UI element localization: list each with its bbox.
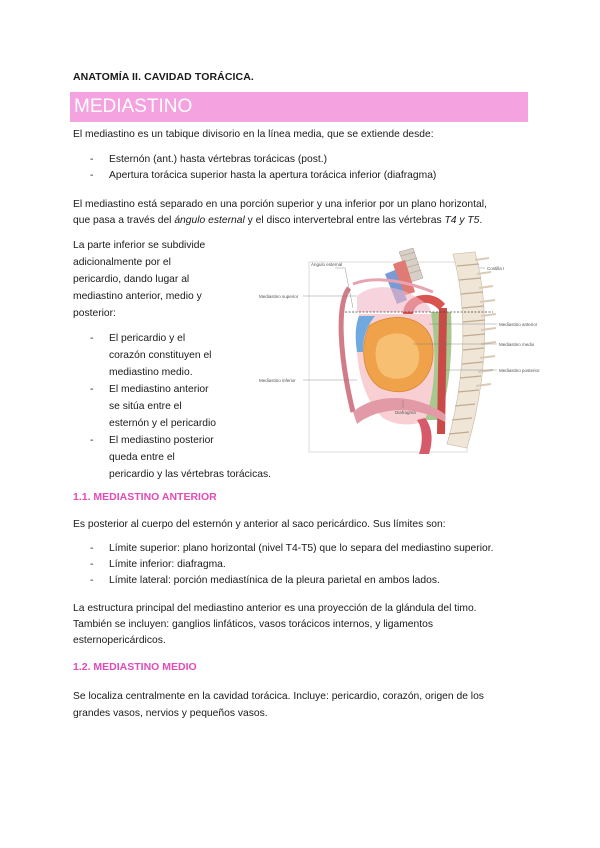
- banner-title: MEDIASTINO: [74, 96, 193, 117]
- text-line: esternón y el pericardio: [109, 418, 217, 429]
- sternum-wall: [341, 288, 353, 412]
- label-diaphragm: Diafragma: [395, 410, 416, 415]
- section-banner: [70, 92, 528, 122]
- text-line: queda entre el: [109, 452, 175, 463]
- text-run: y el disco intervertebral entre las vértebras: [244, 215, 445, 226]
- section1-intro: Es posterior al cuerpo del esternón y anterior al saco pericárdico. Sus límites son:: [73, 519, 446, 530]
- mediastinum-figure: [253, 244, 543, 456]
- text-line: grandes vasos, nervios y pequeños vasos.: [73, 708, 268, 719]
- label-posterior: Mediastino posterior: [499, 368, 540, 373]
- lower-paragraph: [73, 237, 248, 322]
- text-line: El mediastino anterior: [109, 384, 209, 395]
- section2-paragraph: [73, 688, 543, 722]
- separation-line-1: El mediastino está separado en una porción superior y una inferior por un plano horizontal,: [73, 199, 487, 210]
- text-line: mediastino medio.: [109, 367, 193, 378]
- text-line: También se incluyen: ganglios linfáticos, vasos torácicos internos, y ligamentos: [73, 619, 433, 630]
- heart-highlight: [376, 333, 420, 378]
- spine: [447, 252, 496, 448]
- vertebrae-term: T4 y T5: [444, 215, 480, 226]
- label-superior: Mediastino superior: [259, 294, 299, 299]
- text-line: La estructura principal del mediastino anterior es una proyección de la glándula del timo.: [73, 603, 477, 614]
- text-line: Se localiza centralmente en la cavidad torácica. Incluye: pericardio, corazón, origen de los: [73, 691, 484, 702]
- label-middle: Mediastino medio: [499, 342, 535, 347]
- text-line: corazón constituyen el: [109, 350, 212, 361]
- text-line: pericardio, dando lugar al: [73, 274, 190, 285]
- sternal-angle-term: ángulo esternal: [174, 215, 245, 226]
- label-sternal-angle: Ángulo esternal: [311, 262, 343, 267]
- text-line: pericardio y las vértebras torácicas.: [109, 469, 271, 480]
- list-item: - Límite lateral: porción mediastínica de la pleura parietal en ambos lados.: [73, 573, 543, 589]
- separation-paragraph: [73, 197, 543, 229]
- label-inferior: Mediastino inferior: [259, 378, 296, 383]
- text-line: adicionalmente por el: [73, 257, 171, 268]
- list-item: - Apertura torácica superior hasta la apertura torácica inferior (diafragma): [73, 168, 533, 184]
- list-item: - Límite superior: plano horizontal (nivel T4-T5) que lo separa del mediastino superior.: [73, 541, 543, 557]
- list-item: - Esternón (ant.) hasta vértebras torácicas (post.): [73, 152, 533, 168]
- text-line: se sitúa entre el: [109, 401, 182, 412]
- section-heading-anterior: 1.1. MEDIASTINO ANTERIOR: [73, 491, 217, 503]
- intro-list: [73, 152, 533, 184]
- document-title: ANATOMÍA II. CAVIDAD TORÁCICA.: [73, 71, 254, 83]
- list-item: - Límite inferior: diafragma.: [73, 557, 543, 573]
- text-line: mediastino anterior, medio y: [73, 291, 202, 302]
- label-anterior: Mediastino anterior: [499, 322, 538, 327]
- text-line: posterior:: [73, 308, 116, 319]
- section1-limits-list: [73, 541, 543, 589]
- mediastinum-illustration: [253, 244, 543, 456]
- text-line: esternopericárdicos.: [73, 635, 166, 646]
- label-rib1: Costilla I: [487, 266, 505, 271]
- text-run: .: [479, 215, 483, 226]
- section-heading-middle: 1.2. MEDIASTINO MEDIO: [73, 661, 197, 673]
- text-line: El mediastino posterior: [109, 435, 214, 446]
- text-line: La parte inferior se subdivide: [73, 240, 206, 251]
- text-run: que pasa a través del: [73, 215, 175, 226]
- superior-zone: [357, 287, 431, 312]
- text-line: El pericardio y el: [109, 333, 186, 344]
- section1-paragraph: [73, 601, 543, 649]
- intro-paragraph: El mediastino es un tabique divisorio en la línea media, que se extiende desde:: [73, 129, 434, 140]
- lower-vessel: [417, 418, 432, 454]
